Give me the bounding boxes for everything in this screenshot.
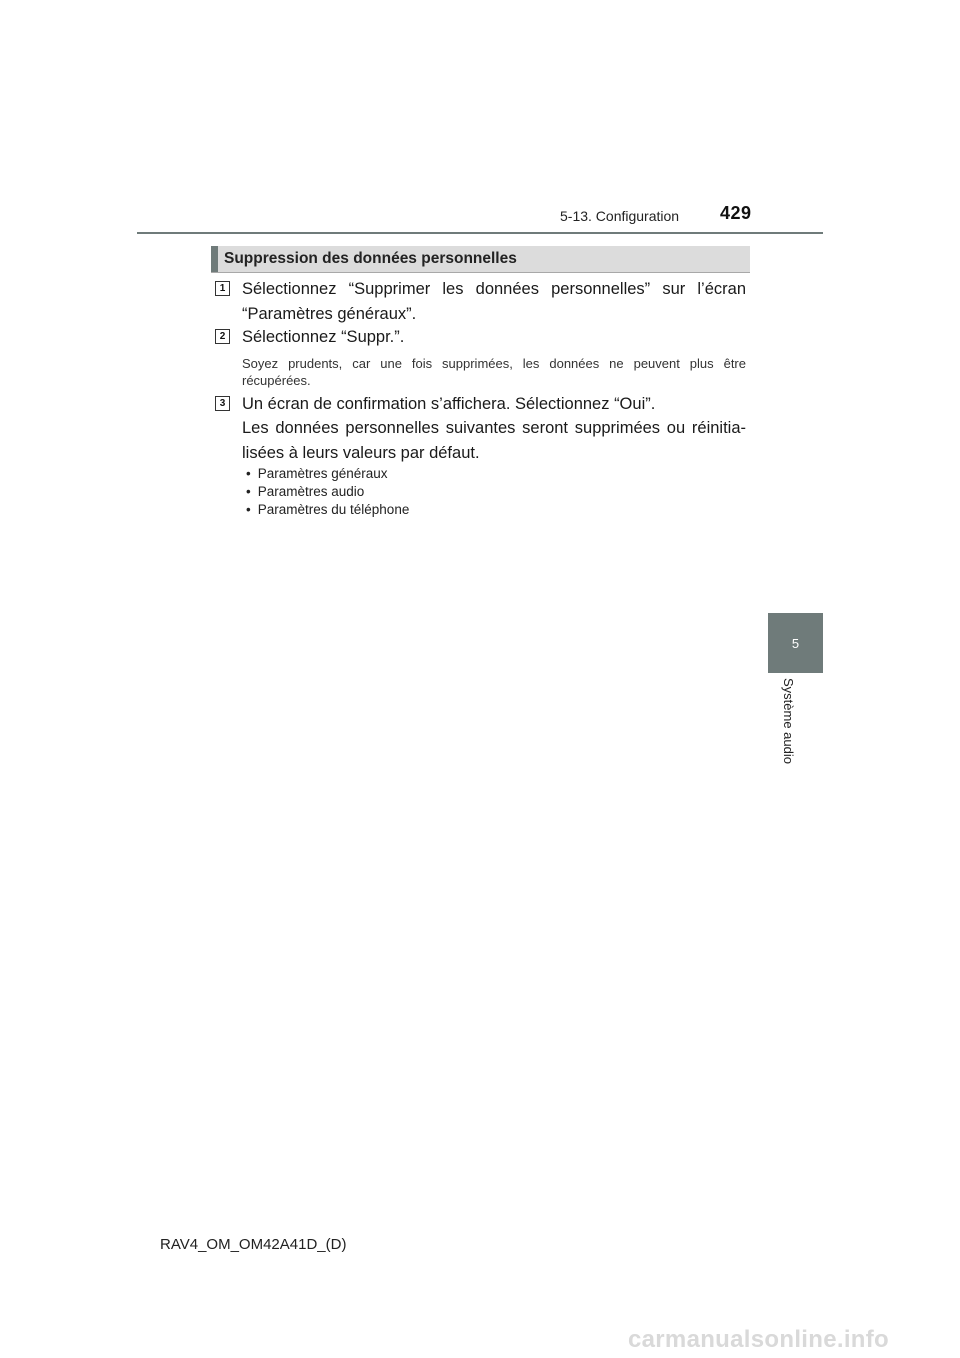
- watermark: carmanualsonline.info: [628, 1326, 890, 1353]
- step-followup-3: Les données personnelles suivantes seront supprimées ou réinitia-lisées à leurs valeurs par défaut.: [242, 419, 746, 462]
- header-rule: [137, 232, 823, 234]
- bullet-list: [246, 465, 409, 519]
- section-title-bar: [211, 246, 750, 273]
- list-item: • Paramètres audio: [246, 483, 409, 501]
- page-number: 429: [720, 203, 752, 223]
- step-number-2: 2: [215, 329, 230, 344]
- header-section-title: 5-13. Configuration: [560, 208, 680, 224]
- step-text-1: Sélectionnez “Supprimer les données personnelles” sur l’écran “Paramètres généraux”.: [242, 280, 746, 323]
- section-title-accent: [211, 246, 218, 272]
- footer-doc-code: RAV4_OM_OM42A41D_(D): [160, 1236, 347, 1253]
- list-item: • Paramètres généraux: [246, 465, 409, 483]
- list-item: • Paramètres du téléphone: [246, 501, 409, 519]
- step-text-3: Un écran de confirmation s’affichera. Sélectionnez “Oui”.: [242, 395, 656, 413]
- section-title: Suppression des données personnelles: [224, 250, 517, 267]
- step-number-1: 1: [215, 281, 230, 296]
- step-number-3: 3: [215, 396, 230, 411]
- step-note-2: Soyez prudents, car une fois supprimées, les données ne peuvent plus être récupérées.: [242, 356, 746, 388]
- chapter-side-label: Système audio: [781, 678, 796, 764]
- chapter-number: 5: [791, 635, 800, 651]
- chapter-tab: [768, 613, 823, 673]
- step-text-2: Sélectionnez “Suppr.”.: [242, 328, 405, 346]
